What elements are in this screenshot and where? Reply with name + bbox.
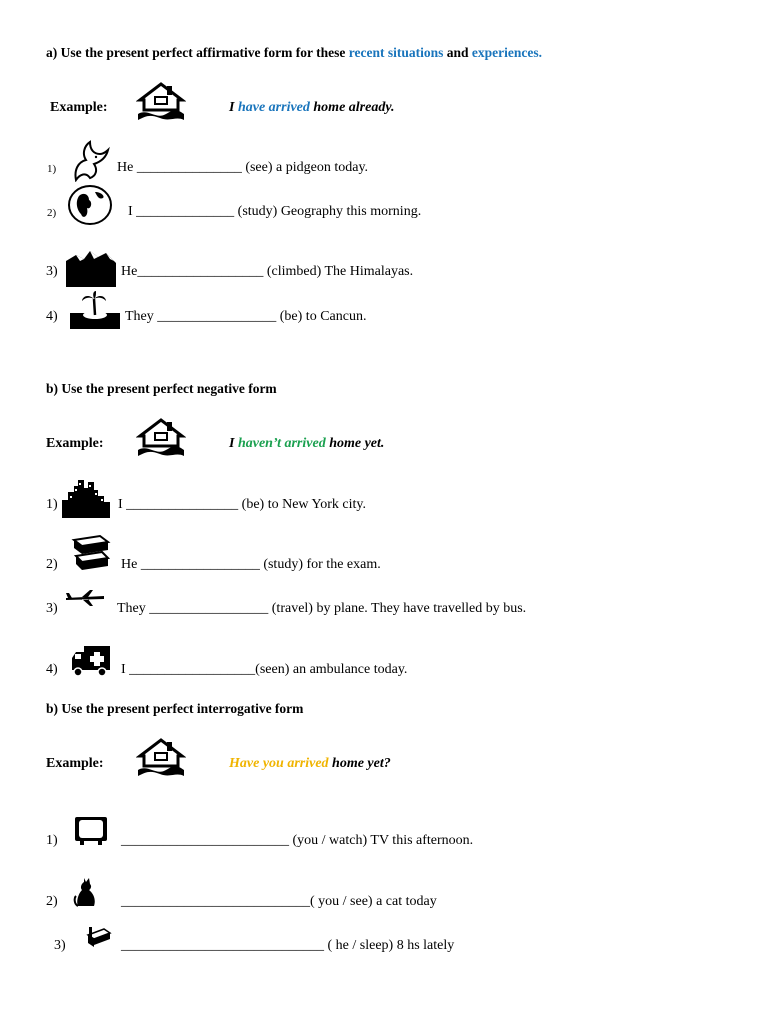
ambulance-icon [70, 644, 112, 678]
house-icon [136, 416, 186, 458]
item-number: 1) [47, 163, 57, 175]
airplane-icon [64, 588, 106, 608]
house-icon [136, 736, 186, 778]
section-a-heading: a) Use the present perfect affirmative form for these recent situations and experiences. [46, 45, 543, 60]
exercise-sentence: _____________________________ ( he / sleep) 8 hs lately [121, 938, 455, 953]
item-number: 2) [47, 207, 57, 219]
exercise-sentence: They _________________ (travel) by plane. They have travelled by bus. [117, 601, 527, 616]
item-number: 3) [46, 601, 58, 616]
example-sentence: Have you arrived home yet? [229, 756, 391, 771]
example-sentence: I haven’t arrived home yet. [229, 436, 385, 451]
books-icon [70, 534, 112, 576]
mountain-icon [66, 249, 116, 287]
item-number: 1) [46, 497, 58, 512]
exercise-sentence: I ______________ (study) Geography this morning. [128, 204, 422, 219]
example-highlight: have arrived [237, 100, 310, 115]
exercise-sentence: I ________________ (be) to New York city. [118, 497, 366, 512]
section-b-heading: b) Use the present perfect negative form [46, 381, 277, 396]
tv-icon [74, 816, 108, 846]
exercise-sentence: He__________________ (climbed) The Himalayas. [121, 264, 414, 279]
cat-icon [72, 876, 98, 908]
item-number: 1) [46, 833, 58, 848]
bed-icon [86, 925, 112, 949]
exercise-sentence: He _______________ (see) a pidgeon today. [117, 160, 369, 175]
exercise-sentence: I __________________(seen) an ambulance today. [121, 662, 408, 677]
example-label: Example: [50, 100, 108, 115]
heading-highlight-recent: recent situations [348, 45, 444, 60]
item-number: 4) [46, 662, 58, 677]
house-icon [136, 80, 186, 122]
item-number: 3) [54, 938, 66, 953]
item-number: 2) [46, 557, 58, 572]
example-highlight: haven’t arrived [237, 436, 326, 451]
example-label: Example: [46, 756, 104, 771]
city-skyline-icon [62, 478, 110, 518]
item-number: 2) [46, 894, 58, 909]
item-number: 3) [46, 264, 58, 279]
heading-highlight-experiences: experiences. [471, 45, 543, 60]
exercise-sentence: He _________________ (study) for the exam. [121, 557, 381, 572]
exercise-sentence: ___________________________( you / see) a cat today [121, 894, 437, 909]
globe-icon [67, 184, 113, 226]
section-c-heading: b) Use the present perfect interrogative form [46, 701, 304, 716]
example-highlight: Have you arrived [229, 756, 329, 771]
exercise-sentence: They _________________ (be) to Cancun. [125, 309, 367, 324]
item-number: 4) [46, 309, 58, 324]
exercise-sentence: ________________________ (you / watch) TV this afternoon. [121, 833, 474, 848]
example-label: Example: [46, 436, 104, 451]
island-palm-icon [70, 289, 120, 329]
dove-icon [66, 140, 110, 182]
example-sentence: I have arrived home already. [229, 100, 395, 115]
